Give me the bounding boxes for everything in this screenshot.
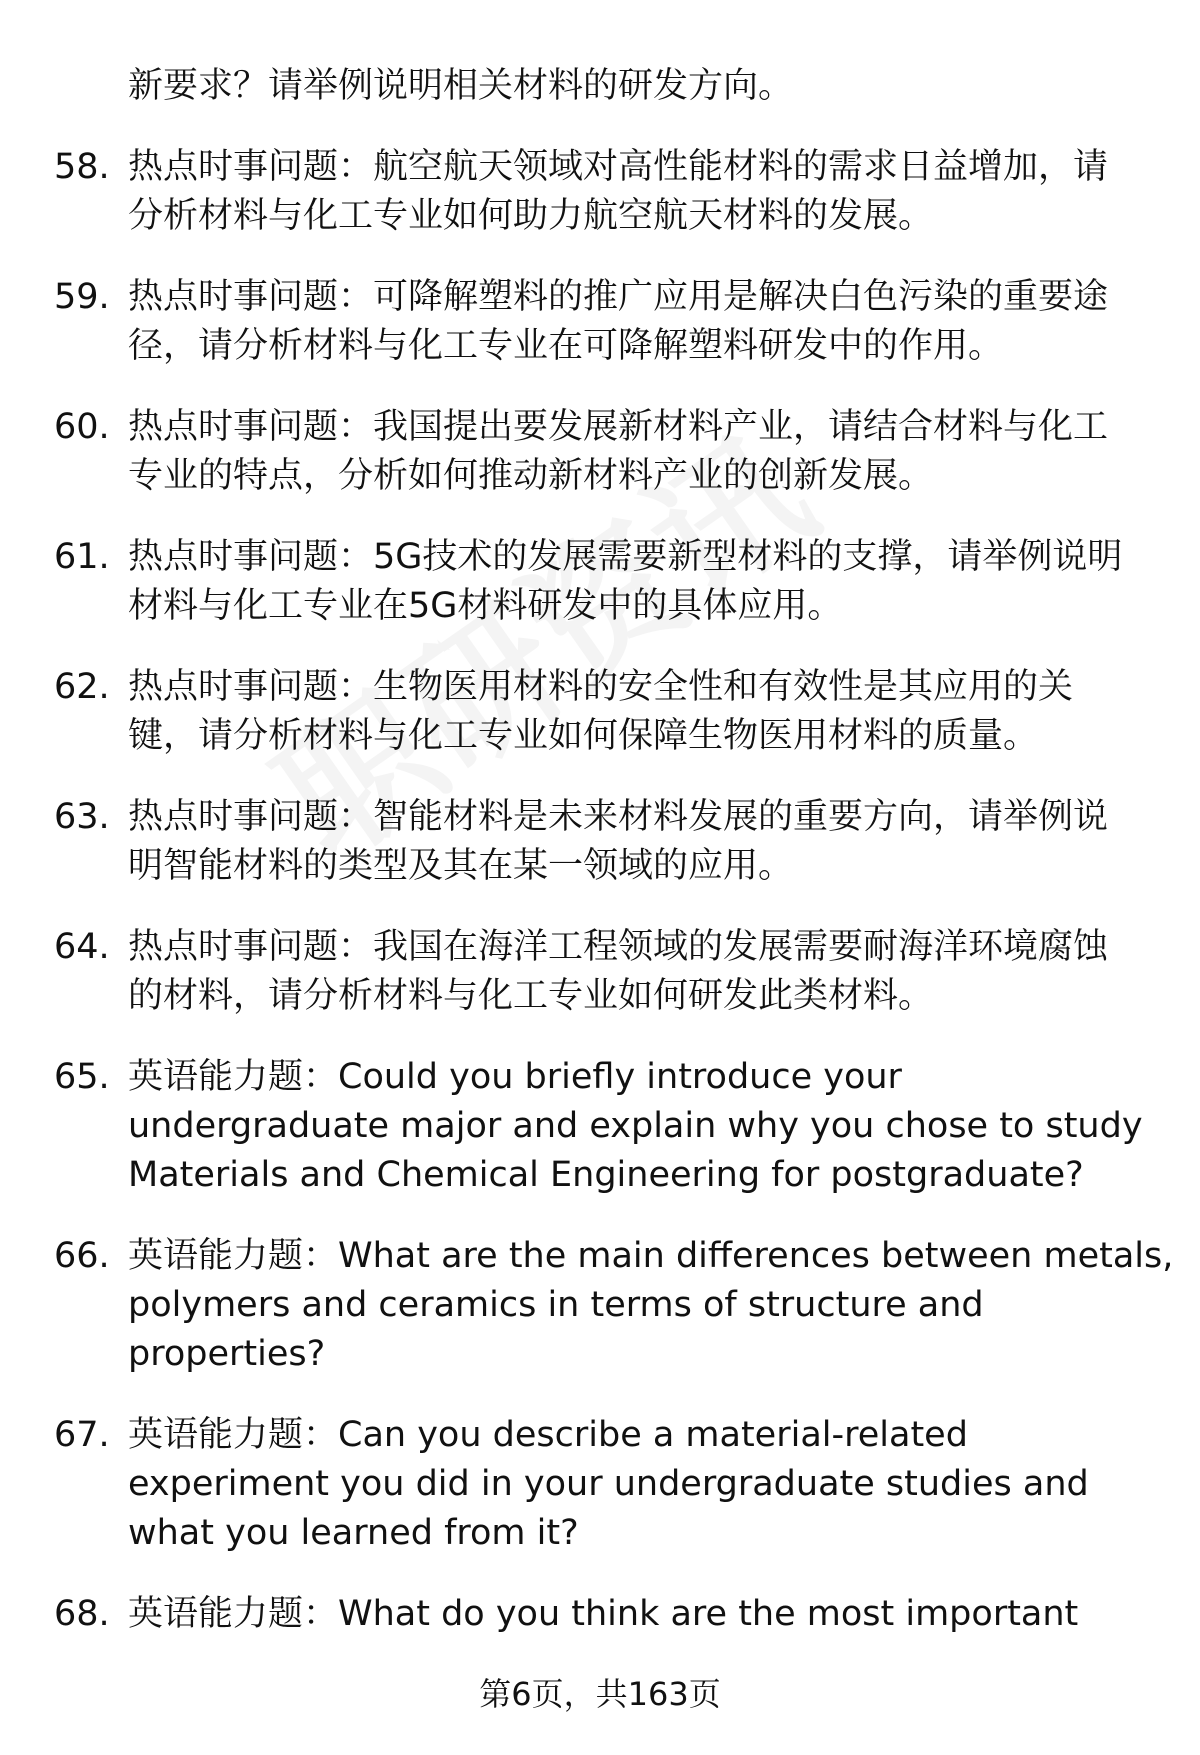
question-number: 66. bbox=[54, 1236, 110, 1276]
question-number: 59. bbox=[54, 277, 110, 317]
question-item bbox=[0, 793, 1200, 891]
question-line: 热点时事问题：我国提出要发展新材料产业，请结合材料与化工 bbox=[128, 407, 1109, 447]
question-item bbox=[0, 1053, 1200, 1200]
question-number: 61. bbox=[54, 537, 110, 577]
question-list bbox=[0, 143, 1200, 1639]
question-line: 热点时事问题：可降解塑料的推广应用是解决白色污染的重要途 bbox=[128, 277, 1109, 317]
question-item bbox=[0, 1232, 1200, 1379]
question-item bbox=[0, 663, 1200, 761]
question-line: Materials and Chemical Engineering for postgraduate? bbox=[128, 1155, 1084, 1195]
question-item bbox=[0, 403, 1200, 501]
question-item bbox=[0, 1590, 1200, 1639]
question-line: 径，请分析材料与化工专业在可降解塑料研发中的作用。 bbox=[128, 326, 1004, 366]
question-line: 的材料，请分析材料与化工专业如何研发此类材料。 bbox=[128, 976, 934, 1016]
question-line: 英语能力题：What are the main differences between metals, bbox=[128, 1236, 1174, 1276]
question-line: 热点时事问题：生物医用材料的安全性和有效性是其应用的关 bbox=[128, 667, 1074, 707]
question-line: 热点时事问题：5G技术的发展需要新型材料的支撑，请举例说明 bbox=[128, 537, 1123, 577]
page-footer: 第6页，共163页 bbox=[479, 1675, 721, 1713]
question-number: 64. bbox=[54, 927, 110, 967]
question-number: 62. bbox=[54, 667, 110, 707]
question-line: 热点时事问题：航空航天领域对高性能材料的需求日益增加，请 bbox=[128, 147, 1109, 187]
question-line: polymers and ceramics in terms of structure and bbox=[128, 1285, 984, 1325]
question-number: 67. bbox=[54, 1415, 110, 1455]
question-item bbox=[0, 143, 1200, 241]
question-item bbox=[0, 533, 1200, 631]
question-number: 58. bbox=[54, 147, 110, 187]
question-line: 英语能力题：Could you briefly introduce your bbox=[128, 1057, 902, 1097]
question-item bbox=[0, 923, 1200, 1021]
question-line: 材料与化工专业在5G材料研发中的具体应用。 bbox=[128, 586, 843, 626]
question-line: 键，请分析材料与化工专业如何保障生物医用材料的质量。 bbox=[128, 716, 1039, 756]
question-line: 分析材料与化工专业如何助力航空航天材料的发展。 bbox=[128, 196, 934, 236]
question-number: 63. bbox=[54, 797, 110, 837]
question-number: 68. bbox=[54, 1594, 110, 1634]
question-line: 热点时事问题：我国在海洋工程领域的发展需要耐海洋环境腐蚀 bbox=[128, 927, 1109, 967]
question-line: properties? bbox=[128, 1334, 326, 1374]
question-number: 65. bbox=[54, 1057, 110, 1097]
question-number: 60. bbox=[54, 407, 110, 447]
continuation-line: 新要求？请举例说明相关材料的研发方向。 bbox=[128, 66, 794, 106]
question-line: what you learned from it? bbox=[128, 1513, 579, 1553]
question-line: 英语能力题：What do you think are the most important bbox=[128, 1594, 1079, 1634]
question-line: 专业的特点，分析如何推动新材料产业的创新发展。 bbox=[128, 456, 934, 496]
question-line: experiment you did in your undergraduate studies and bbox=[128, 1464, 1089, 1504]
question-line: 热点时事问题：智能材料是未来材料发展的重要方向，请举例说 bbox=[128, 797, 1109, 837]
question-line: 英语能力题：Can you describe a material-related bbox=[128, 1415, 968, 1455]
question-item bbox=[0, 273, 1200, 371]
question-item bbox=[0, 1411, 1200, 1558]
question-line: undergraduate major and explain why you chose to study bbox=[128, 1106, 1143, 1146]
question-line: 明智能材料的类型及其在某一领域的应用。 bbox=[128, 846, 794, 886]
